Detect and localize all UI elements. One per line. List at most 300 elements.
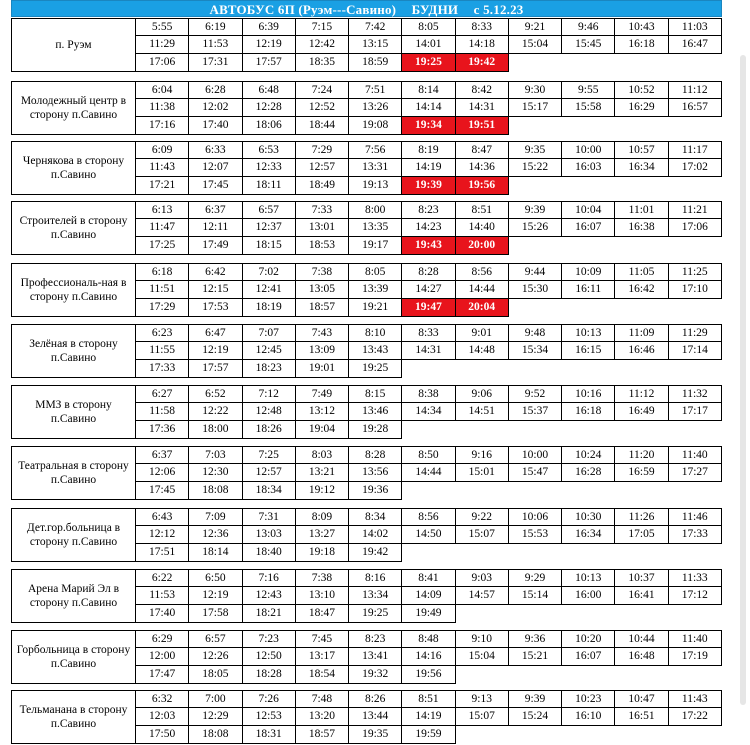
departure-row (136, 324, 722, 342)
departure-time: 18:00 (189, 421, 242, 439)
departure-time: 12:53 (243, 708, 296, 726)
stop-block (11, 630, 722, 684)
empty-cell (615, 54, 668, 72)
departure-row (136, 508, 722, 526)
stop-block (11, 81, 722, 135)
day-type: БУДНИ (411, 2, 459, 17)
departure-time: 9:48 (509, 324, 562, 342)
departure-time: 15:14 (509, 587, 562, 605)
departure-time: 17:10 (669, 281, 722, 299)
departure-time: 8:05 (349, 263, 402, 281)
departure-time: 10:30 (562, 508, 615, 526)
departure-row (136, 342, 722, 360)
departure-time: 6:37 (136, 446, 189, 464)
empty-cell (509, 544, 562, 562)
empty-cell (402, 360, 455, 378)
empty-cell (615, 544, 668, 562)
departure-time: 15:04 (509, 36, 562, 54)
departure-row (136, 99, 722, 117)
departure-time: 7:25 (243, 446, 296, 464)
departure-time: 17:57 (243, 54, 296, 72)
departure-time: 11:09 (615, 324, 668, 342)
empty-cell (615, 666, 668, 684)
departure-time: 19:34 (402, 117, 455, 135)
departure-time: 10:43 (615, 18, 668, 36)
departure-time: 15:21 (509, 648, 562, 666)
departure-time: 17:50 (136, 726, 189, 744)
departure-time: 8:33 (456, 18, 509, 36)
departure-time: 7:03 (189, 446, 242, 464)
departure-time: 11:03 (669, 18, 722, 36)
departure-time: 15:04 (456, 648, 509, 666)
departure-time: 17:33 (136, 360, 189, 378)
departure-time: 8:47 (456, 141, 509, 159)
departure-time: 13:39 (349, 281, 402, 299)
departure-time: 7:43 (296, 324, 349, 342)
departure-time: 18:21 (243, 605, 296, 623)
departure-grid (136, 141, 722, 195)
departure-time: 13:41 (349, 648, 402, 666)
stop-name: Арена Марий Эл в сторону п.Савино (11, 569, 136, 623)
departure-row (136, 708, 722, 726)
departure-time: 19:04 (296, 421, 349, 439)
empty-cell (456, 666, 509, 684)
departure-row (136, 630, 722, 648)
departure-row (136, 299, 722, 317)
departure-time: 8:03 (296, 446, 349, 464)
departure-time: 8:42 (456, 81, 509, 99)
departure-time: 17:36 (136, 421, 189, 439)
departure-time: 16:34 (615, 159, 668, 177)
departure-time: 11:01 (615, 201, 668, 219)
departure-time: 17:45 (189, 177, 242, 195)
departure-time: 14:27 (402, 281, 455, 299)
departure-time: 11:29 (136, 36, 189, 54)
departure-time: 14:01 (402, 36, 455, 54)
departure-time: 19:56 (402, 666, 455, 684)
departure-time: 17:29 (136, 299, 189, 317)
departure-time: 6:27 (136, 385, 189, 403)
departure-time: 11:29 (669, 324, 722, 342)
empty-cell (669, 237, 722, 255)
departure-row (136, 482, 722, 500)
departure-time: 12:41 (243, 281, 296, 299)
departure-time: 6:28 (189, 81, 242, 99)
departure-time: 18:47 (296, 605, 349, 623)
departure-time: 11:38 (136, 99, 189, 117)
departure-time: 18:06 (243, 117, 296, 135)
departure-time: 18:28 (243, 666, 296, 684)
departure-time: 17:53 (189, 299, 242, 317)
departure-time: 6:32 (136, 690, 189, 708)
departure-time: 8:41 (402, 569, 455, 587)
empty-cell (669, 360, 722, 378)
empty-cell (562, 177, 615, 195)
empty-cell (669, 544, 722, 562)
departure-time: 17:58 (189, 605, 242, 623)
departure-time: 13:12 (296, 403, 349, 421)
departure-time: 17:47 (136, 666, 189, 684)
departure-time: 17:14 (669, 342, 722, 360)
departure-time: 7:09 (189, 508, 242, 526)
departure-time: 12:33 (243, 159, 296, 177)
departure-time: 7:38 (296, 569, 349, 587)
empty-cell (562, 299, 615, 317)
empty-cell (509, 299, 562, 317)
empty-cell (669, 177, 722, 195)
departure-time: 18:57 (296, 726, 349, 744)
departure-time: 12:30 (189, 464, 242, 482)
departure-time: 16:34 (562, 526, 615, 544)
empty-cell (509, 666, 562, 684)
departure-time: 6:57 (243, 201, 296, 219)
departure-time: 14:36 (456, 159, 509, 177)
departure-time: 8:23 (349, 630, 402, 648)
departure-time: 13:17 (296, 648, 349, 666)
departure-time: 19:43 (402, 237, 455, 255)
departure-time: 16:28 (562, 464, 615, 482)
departure-time: 12:22 (189, 403, 242, 421)
departure-time: 7:12 (243, 385, 296, 403)
departure-time: 6:33 (189, 141, 242, 159)
departure-time: 8:26 (349, 690, 402, 708)
departure-time: 6:19 (189, 18, 242, 36)
departure-time: 13:03 (243, 526, 296, 544)
departure-time: 16:29 (615, 99, 668, 117)
empty-cell (615, 605, 668, 623)
departure-row (136, 385, 722, 403)
empty-cell (456, 360, 509, 378)
departure-time: 13:46 (349, 403, 402, 421)
departure-grid (136, 385, 722, 439)
empty-cell (669, 421, 722, 439)
departure-time: 19:01 (296, 360, 349, 378)
empty-cell (615, 421, 668, 439)
departure-time: 6:53 (243, 141, 296, 159)
departure-time: 13:15 (349, 36, 402, 54)
departure-time: 6:57 (189, 630, 242, 648)
departure-time: 10:37 (615, 569, 668, 587)
departure-time: 12:19 (189, 587, 242, 605)
departure-time: 11:55 (136, 342, 189, 360)
stop-block (11, 263, 722, 317)
departure-time: 16:51 (615, 708, 668, 726)
departure-time: 9:10 (456, 630, 509, 648)
departure-time: 17:19 (669, 648, 722, 666)
departure-time: 11:20 (615, 446, 668, 464)
departure-row (136, 177, 722, 195)
departure-time: 18:15 (243, 237, 296, 255)
stop-block (11, 324, 722, 378)
departure-time: 14:57 (456, 587, 509, 605)
stop-name: Тельманана в сторону п.Савино (11, 690, 136, 744)
departure-time: 10:09 (562, 263, 615, 281)
empty-cell (402, 482, 455, 500)
departure-row (136, 726, 722, 744)
stop-name: ММЗ в сторону п.Савино (11, 385, 136, 439)
departure-time: 19:42 (349, 544, 402, 562)
departure-time: 9:39 (509, 690, 562, 708)
departure-time: 6:39 (243, 18, 296, 36)
departure-time: 9:36 (509, 630, 562, 648)
departure-time: 19:51 (456, 117, 509, 135)
departure-time: 9:30 (509, 81, 562, 99)
departure-row (136, 666, 722, 684)
empty-cell (509, 360, 562, 378)
departure-time: 12:28 (243, 99, 296, 117)
departure-time: 10:44 (615, 630, 668, 648)
empty-cell (562, 666, 615, 684)
departure-time: 8:19 (402, 141, 455, 159)
departure-time: 8:50 (402, 446, 455, 464)
departure-time: 12:42 (296, 36, 349, 54)
departure-time: 13:21 (296, 464, 349, 482)
departure-grid (136, 508, 722, 562)
departure-time: 7:26 (243, 690, 296, 708)
departure-time: 11:17 (669, 141, 722, 159)
departure-time: 16:41 (615, 587, 668, 605)
departure-time: 7:29 (296, 141, 349, 159)
departure-time: 14:31 (402, 342, 455, 360)
departure-time: 10:06 (509, 508, 562, 526)
departure-time: 10:24 (562, 446, 615, 464)
departure-time: 16:15 (562, 342, 615, 360)
departure-time: 7:00 (189, 690, 242, 708)
stop-name: Строителей в сторону п.Савино (11, 201, 136, 255)
departure-time: 12:15 (189, 281, 242, 299)
departure-time: 19:25 (349, 360, 402, 378)
departure-time: 19:13 (349, 177, 402, 195)
departure-time: 13:05 (296, 281, 349, 299)
scrollbar[interactable] (740, 55, 746, 705)
departure-time: 18:23 (243, 360, 296, 378)
empty-cell (509, 177, 562, 195)
departure-time: 19:17 (349, 237, 402, 255)
departure-row (136, 403, 722, 421)
departure-time: 9:35 (509, 141, 562, 159)
route-title: АВТОБУС 6П (Руэм---Савино) (209, 2, 397, 17)
departure-time: 7:56 (349, 141, 402, 159)
departure-time: 8:05 (402, 18, 455, 36)
empty-cell (562, 605, 615, 623)
empty-cell (509, 237, 562, 255)
departure-grid (136, 201, 722, 255)
departure-time: 11:40 (669, 446, 722, 464)
departure-time: 9:55 (562, 81, 615, 99)
stop-block (11, 446, 722, 500)
departure-time: 15:24 (509, 708, 562, 726)
departure-time: 17:40 (189, 117, 242, 135)
departure-row (136, 263, 722, 281)
departure-row (136, 81, 722, 99)
valid-from: с 5.12.23 (473, 2, 524, 17)
departure-time: 18:19 (243, 299, 296, 317)
empty-cell (669, 54, 722, 72)
departure-time: 15:22 (509, 159, 562, 177)
departure-row (136, 141, 722, 159)
departure-time: 12:37 (243, 219, 296, 237)
stop-name: п. Руэм (11, 18, 136, 72)
departure-grid (136, 446, 722, 500)
departure-time: 9:03 (456, 569, 509, 587)
departure-time: 20:00 (456, 237, 509, 255)
departure-time: 17:31 (189, 54, 242, 72)
departure-time: 14:34 (402, 403, 455, 421)
departure-time: 15:58 (562, 99, 615, 117)
departure-time: 7:49 (296, 385, 349, 403)
departure-time: 12:19 (189, 342, 242, 360)
departure-time: 10:13 (562, 324, 615, 342)
departure-time: 18:31 (243, 726, 296, 744)
departure-time: 8:00 (349, 201, 402, 219)
departure-time: 19:21 (349, 299, 402, 317)
departure-time: 16:46 (615, 342, 668, 360)
stop-name: Зелёная в сторону п.Савино (11, 324, 136, 378)
empty-cell (669, 299, 722, 317)
departure-time: 18:14 (189, 544, 242, 562)
departure-time: 16:47 (669, 36, 722, 54)
departure-time: 9:39 (509, 201, 562, 219)
timetable-page (11, 0, 722, 740)
empty-cell (615, 299, 668, 317)
stop-name: Чернякова в сторону п.Савино (11, 141, 136, 195)
departure-time: 13:56 (349, 464, 402, 482)
departure-time: 19:25 (402, 54, 455, 72)
departure-time: 8:56 (402, 508, 455, 526)
departure-row (136, 36, 722, 54)
departure-time: 14:14 (402, 99, 455, 117)
departure-row (136, 605, 722, 623)
departure-grid (136, 630, 722, 684)
empty-cell (509, 117, 562, 135)
departure-grid (136, 690, 722, 744)
departure-time: 12:50 (243, 648, 296, 666)
departure-time: 18:53 (296, 237, 349, 255)
departure-time: 15:53 (509, 526, 562, 544)
departure-time: 10:52 (615, 81, 668, 99)
empty-cell (669, 117, 722, 135)
departure-time: 7:48 (296, 690, 349, 708)
departure-time: 15:45 (562, 36, 615, 54)
departure-time: 14:31 (456, 99, 509, 117)
departure-time: 12:48 (243, 403, 296, 421)
empty-cell (669, 666, 722, 684)
departure-time: 13:35 (349, 219, 402, 237)
departure-row (136, 526, 722, 544)
departure-time: 6:09 (136, 141, 189, 159)
departure-time: 11:21 (669, 201, 722, 219)
departure-time: 12:02 (189, 99, 242, 117)
departure-row (136, 360, 722, 378)
departure-time: 19:25 (349, 605, 402, 623)
departure-time: 9:01 (456, 324, 509, 342)
departure-row (136, 237, 722, 255)
departure-time: 17:25 (136, 237, 189, 255)
departure-time: 6:50 (189, 569, 242, 587)
departure-time: 15:01 (456, 464, 509, 482)
departure-time: 8:48 (402, 630, 455, 648)
departure-grid (136, 18, 722, 72)
departure-time: 12:00 (136, 648, 189, 666)
departure-time: 11:40 (669, 630, 722, 648)
departure-time: 15:47 (509, 464, 562, 482)
stop-name: Молодежный центр в сторону п.Савино (11, 81, 136, 135)
empty-cell (456, 605, 509, 623)
departure-time: 15:07 (456, 526, 509, 544)
departure-time: 11:53 (136, 587, 189, 605)
departure-time: 8:51 (456, 201, 509, 219)
departure-time: 13:34 (349, 587, 402, 605)
stop-name: Горбольница в сторону п.Савино (11, 630, 136, 684)
departure-time: 13:43 (349, 342, 402, 360)
departure-time: 16:59 (615, 464, 668, 482)
departure-time: 19:18 (296, 544, 349, 562)
departure-time: 19:39 (402, 177, 455, 195)
departure-time: 11:26 (615, 508, 668, 526)
departure-time: 8:34 (349, 508, 402, 526)
departure-time: 11:12 (615, 385, 668, 403)
departure-time: 12:45 (243, 342, 296, 360)
departure-time: 7:38 (296, 263, 349, 281)
empty-cell (562, 237, 615, 255)
departure-time: 6:23 (136, 324, 189, 342)
departure-time: 11:51 (136, 281, 189, 299)
stop-block (11, 690, 722, 744)
departure-time: 7:02 (243, 263, 296, 281)
timetable-header (11, 0, 722, 17)
departure-time: 17:12 (669, 587, 722, 605)
departure-time: 6:13 (136, 201, 189, 219)
departure-time: 10:20 (562, 630, 615, 648)
departure-time: 16:38 (615, 219, 668, 237)
empty-cell (509, 482, 562, 500)
departure-time: 17:22 (669, 708, 722, 726)
departure-row (136, 464, 722, 482)
empty-cell (562, 360, 615, 378)
departure-time: 18:59 (349, 54, 402, 72)
departure-time: 17:06 (669, 219, 722, 237)
departure-time: 11:43 (136, 159, 189, 177)
departure-time: 13:01 (296, 219, 349, 237)
departure-time: 14:50 (402, 526, 455, 544)
departure-time: 18:05 (189, 666, 242, 684)
departure-time: 17:06 (136, 54, 189, 72)
departure-time: 18:11 (243, 177, 296, 195)
departure-time: 12:36 (189, 526, 242, 544)
departure-time: 6:42 (189, 263, 242, 281)
departure-time: 16:49 (615, 403, 668, 421)
departure-time: 15:26 (509, 219, 562, 237)
departure-time: 17:27 (669, 464, 722, 482)
departure-time: 16:07 (562, 648, 615, 666)
departure-time: 10:57 (615, 141, 668, 159)
departure-time: 11:46 (669, 508, 722, 526)
departure-row (136, 587, 722, 605)
departure-row (136, 421, 722, 439)
departure-time: 7:24 (296, 81, 349, 99)
empty-cell (562, 544, 615, 562)
departure-time: 9:06 (456, 385, 509, 403)
stop-block (11, 385, 722, 439)
empty-cell (562, 482, 615, 500)
departure-grid (136, 569, 722, 623)
departure-time: 17:40 (136, 605, 189, 623)
departure-time: 14:40 (456, 219, 509, 237)
empty-cell (456, 726, 509, 744)
departure-time: 12:03 (136, 708, 189, 726)
departure-time: 10:47 (615, 690, 668, 708)
departure-time: 16:03 (562, 159, 615, 177)
